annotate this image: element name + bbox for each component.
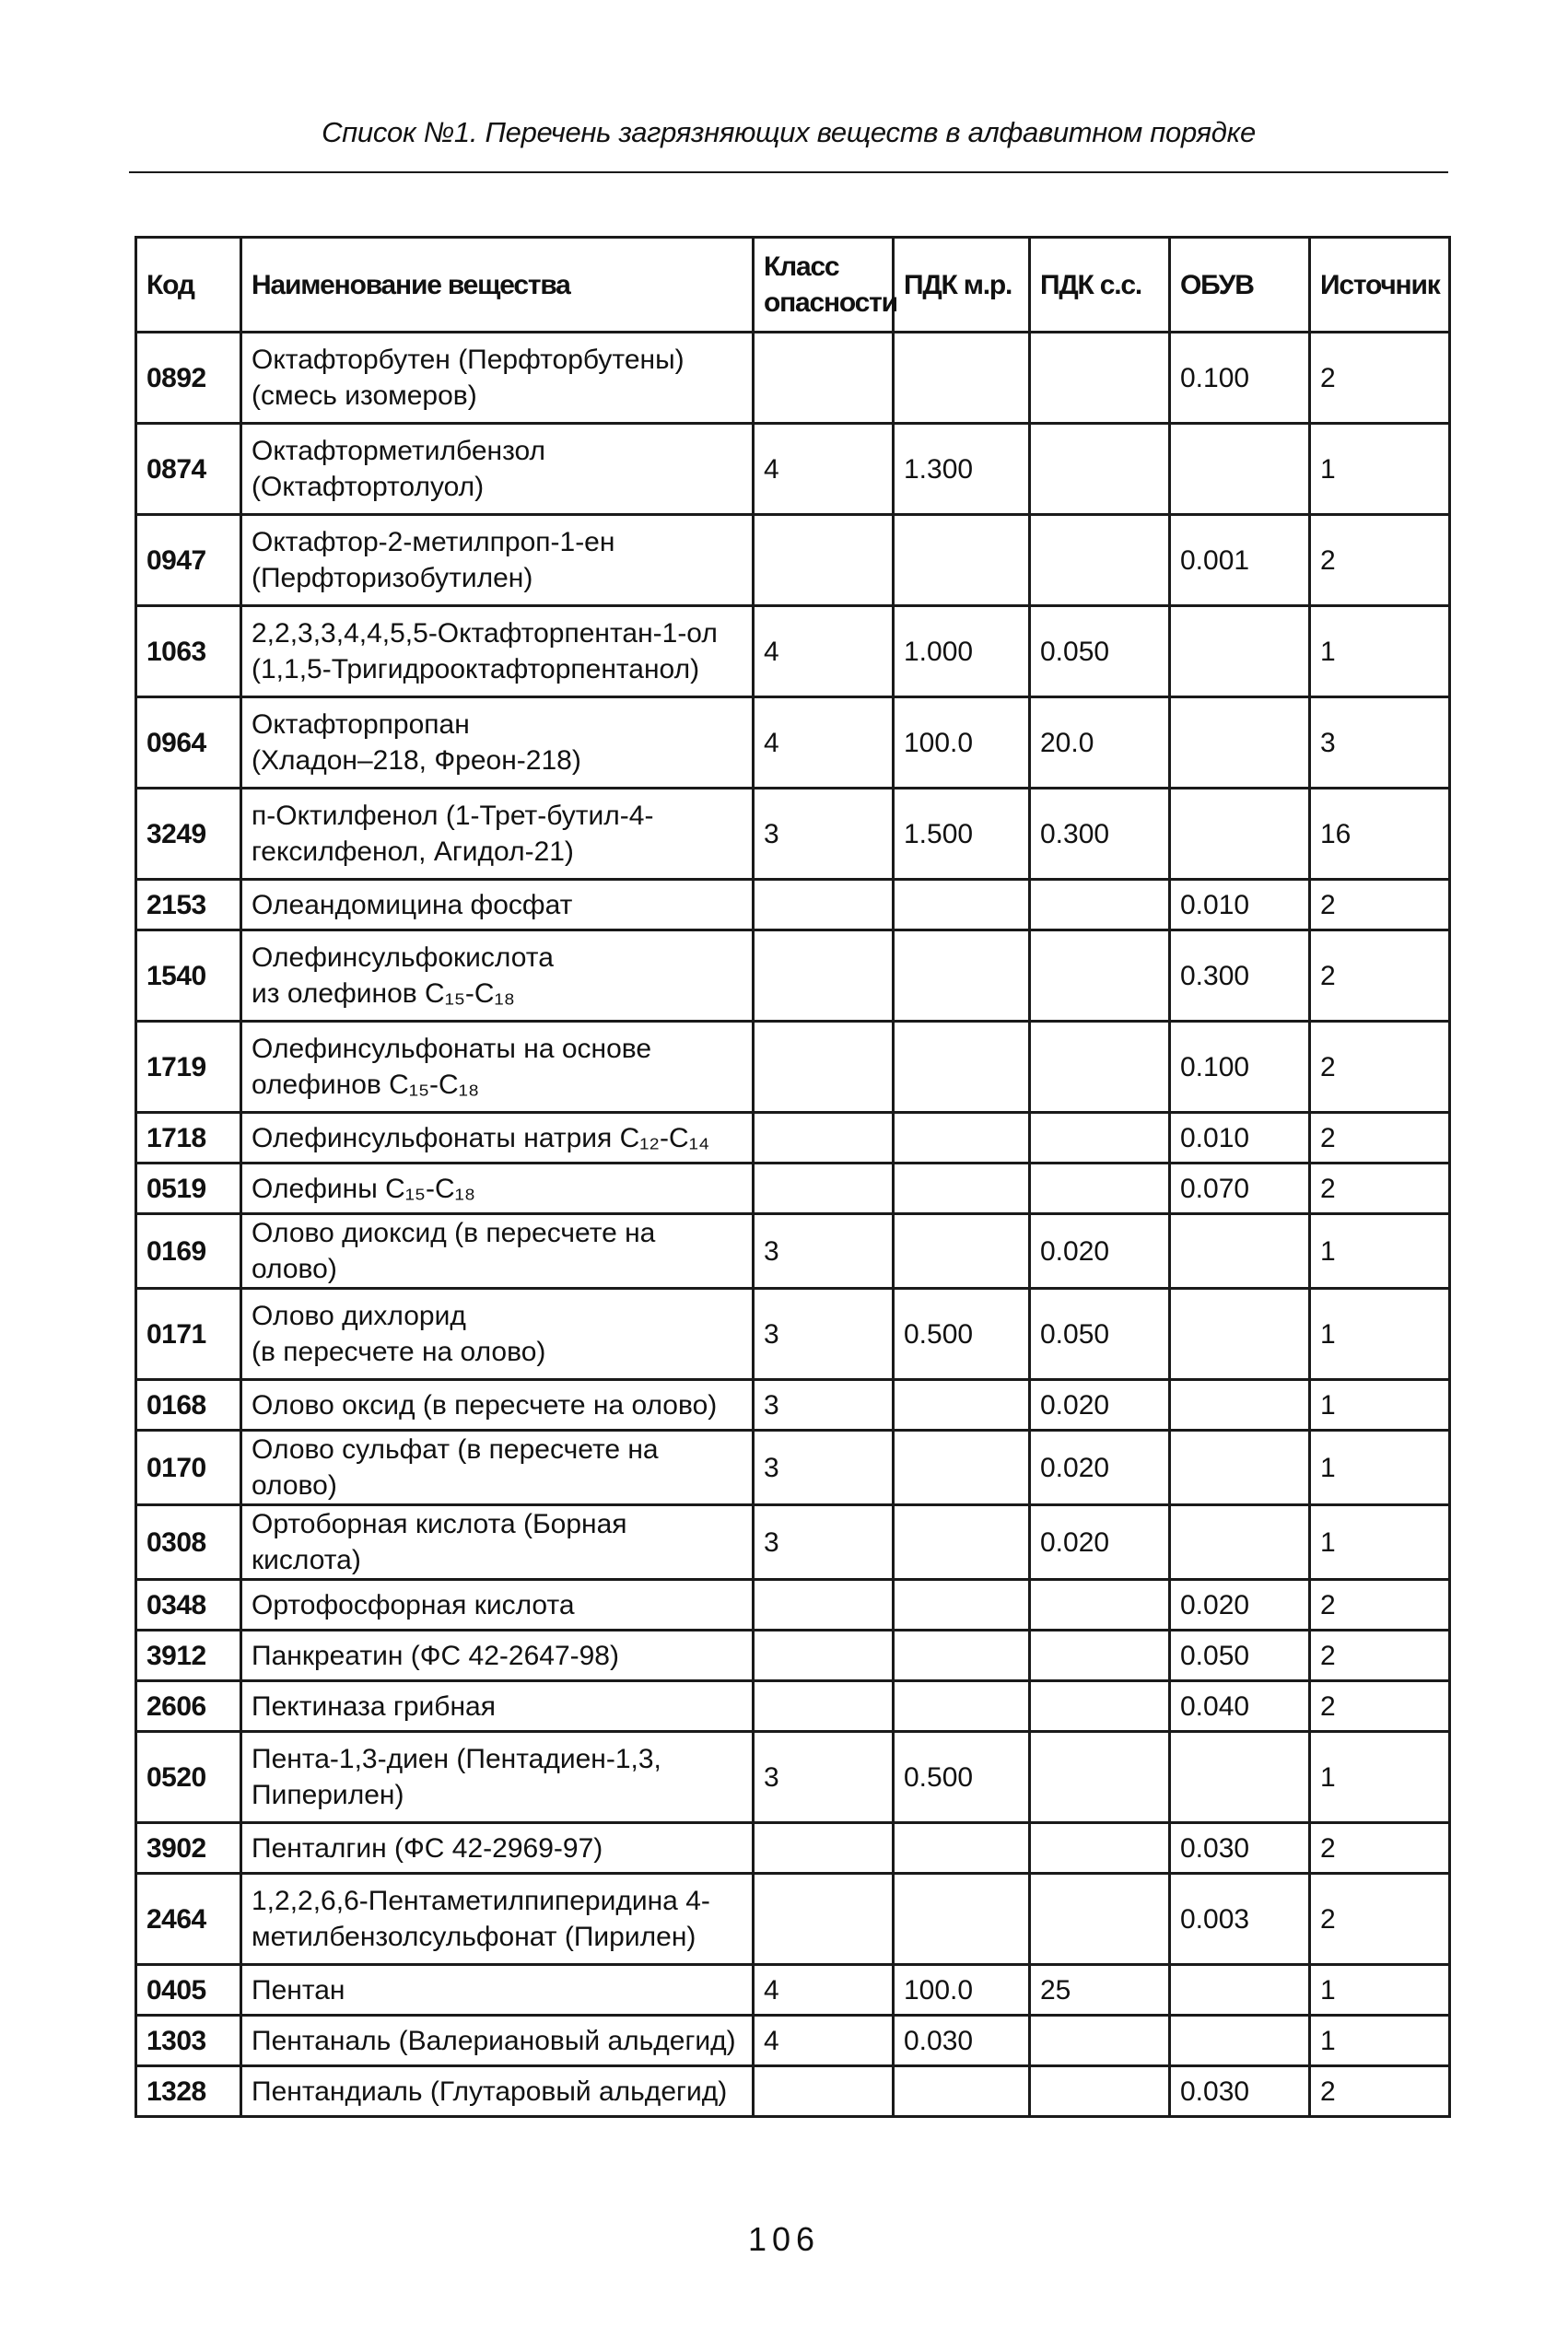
- cell-source: 1: [1310, 1732, 1450, 1823]
- substance-name-line: (Хладон–218, Фреон-218): [252, 745, 581, 776]
- substance-name-line: Пенталгин (ФС 42-2969-97): [252, 1832, 603, 1864]
- column-header-hazard-class: [754, 238, 897, 333]
- cell-hazard-class: [754, 2066, 894, 2117]
- cell-obuv: [1170, 1214, 1310, 1289]
- cell-pdk-ss: [1030, 1732, 1170, 1823]
- cell-pdk-mr: [894, 1164, 1030, 1214]
- substance-name-line: Олово дихлорид: [252, 1301, 466, 1331]
- table-row: [136, 789, 1450, 880]
- table-row: [136, 1431, 1450, 1505]
- cell-name: [241, 930, 754, 1022]
- cell-hazard-class: 3: [754, 1380, 894, 1431]
- cell-obuv: 0.010: [1170, 880, 1310, 930]
- table-row: [136, 2016, 1450, 2066]
- cell-hazard-class: [754, 1113, 894, 1164]
- substance-name-line: Пентаналь (Валериановый альдегид): [252, 2025, 736, 2056]
- table-row: [136, 1505, 1450, 1580]
- cell-code: 0874: [136, 424, 241, 515]
- cell-obuv: 0.100: [1170, 1022, 1310, 1113]
- cell-pdk-mr: [894, 333, 1030, 424]
- cell-obuv: [1170, 1380, 1310, 1431]
- cell-pdk-ss: 0.020: [1030, 1505, 1170, 1580]
- cell-code: 1303: [136, 2016, 241, 2066]
- cell-name: [241, 1113, 754, 1164]
- table-row: [136, 333, 1450, 424]
- cell-source: 3: [1310, 697, 1450, 789]
- cell-name: [241, 1022, 754, 1113]
- cell-hazard-class: [754, 333, 894, 424]
- cell-code: 3902: [136, 1823, 241, 1874]
- substance-name-line: п-Октилфенол (1-Трет-бутил-4-: [252, 801, 654, 831]
- cell-name: [241, 697, 754, 789]
- cell-pdk-ss: [1030, 1022, 1170, 1113]
- cell-pdk-ss: 0.020: [1030, 1380, 1170, 1431]
- cell-obuv: [1170, 424, 1310, 515]
- cell-obuv: 0.020: [1170, 1580, 1310, 1631]
- substance-name-line: Олово оксид (в пересчете на олово): [252, 1389, 718, 1421]
- cell-obuv: 0.003: [1170, 1874, 1310, 1965]
- substance-name-line: (1,1,5-Тригидрооктафторпентанол): [252, 654, 700, 684]
- cell-name: [241, 1214, 754, 1289]
- cell-hazard-class: 3: [754, 789, 894, 880]
- table-row: [136, 1164, 1450, 1214]
- cell-name: [241, 1380, 754, 1431]
- cell-pdk-mr: [894, 1380, 1030, 1431]
- cell-hazard-class: 3: [754, 1505, 894, 1580]
- table-row: [136, 1823, 1450, 1874]
- substance-name-line: Октафторметилбензол: [252, 436, 546, 466]
- table-row: [136, 515, 1450, 606]
- cell-pdk-ss: [1030, 1631, 1170, 1681]
- cell-pdk-ss: 0.020: [1030, 1214, 1170, 1289]
- cell-obuv: [1170, 606, 1310, 697]
- cell-name: [241, 1874, 754, 1965]
- cell-pdk-mr: [894, 2066, 1030, 2117]
- substance-name-line: Октафторпропан: [252, 709, 470, 740]
- substance-name-line: Пектиназа грибная: [252, 1690, 496, 1722]
- substance-name-line: (в пересчете на олово): [252, 1337, 546, 1367]
- cell-name: [241, 1505, 754, 1580]
- column-header-code: Код: [136, 238, 241, 333]
- cell-code: 2606: [136, 1681, 241, 1732]
- cell-obuv: [1170, 2016, 1310, 2066]
- cell-obuv: 0.010: [1170, 1113, 1310, 1164]
- header-rule: [129, 171, 1448, 173]
- cell-code: 1328: [136, 2066, 241, 2117]
- cell-name: [241, 880, 754, 930]
- table-row: [136, 606, 1450, 697]
- substance-name-line: Олово сульфат (в пересчете на олово): [252, 1434, 659, 1501]
- cell-pdk-ss: [1030, 1164, 1170, 1214]
- cell-obuv: 0.070: [1170, 1164, 1310, 1214]
- cell-source: 2: [1310, 1164, 1450, 1214]
- substance-name-line: 2,2,3,3,4,4,5,5-Октафторпентан-1-ол: [252, 618, 718, 649]
- substance-name-line: (Перфторизобутилен): [252, 563, 533, 593]
- column-header-source: Источник: [1310, 238, 1450, 333]
- substance-name-line: Октафторбутен (Перфторбутены): [252, 345, 685, 375]
- cell-pdk-mr: [894, 515, 1030, 606]
- table-row: [136, 424, 1450, 515]
- cell-code: 0892: [136, 333, 241, 424]
- running-header: Список №1. Перечень загрязняющих веществ в алфавитном порядке: [322, 116, 1256, 148]
- cell-obuv: 0.030: [1170, 1823, 1310, 1874]
- cell-source: 2: [1310, 1113, 1450, 1164]
- cell-pdk-mr: [894, 1505, 1030, 1580]
- column-header-pdk-ss: ПДК с.с.: [1030, 238, 1170, 333]
- cell-code: 0964: [136, 697, 241, 789]
- table-body: [136, 333, 1450, 2117]
- cell-pdk-mr: [894, 880, 1030, 930]
- cell-hazard-class: [754, 1874, 894, 1965]
- substance-name-line: Пентандиаль (Глутаровый альдегид): [252, 2076, 728, 2107]
- cell-pdk-ss: [1030, 424, 1170, 515]
- cell-name: [241, 2066, 754, 2117]
- table-row: [136, 1681, 1450, 1732]
- substance-name-line: метилбензолсульфонат (Пирилен): [252, 1922, 696, 1952]
- cell-source: 1: [1310, 606, 1450, 697]
- cell-obuv: [1170, 1965, 1310, 2016]
- cell-pdk-mr: [894, 1431, 1030, 1505]
- cell-pdk-mr: 0.500: [894, 1289, 1030, 1380]
- cell-name: [241, 1965, 754, 2016]
- cell-pdk-mr: 100.0: [894, 1965, 1030, 2016]
- substance-name-line: Пиперилен): [252, 1780, 404, 1810]
- cell-code: 0170: [136, 1431, 241, 1505]
- cell-pdk-mr: [894, 1681, 1030, 1732]
- cell-obuv: 0.050: [1170, 1631, 1310, 1681]
- cell-obuv: [1170, 1289, 1310, 1380]
- cell-hazard-class: [754, 1022, 894, 1113]
- cell-code: 0168: [136, 1380, 241, 1431]
- column-header-pdk-mr: ПДК м.р.: [894, 238, 1030, 333]
- cell-hazard-class: 4: [754, 424, 894, 515]
- cell-name: [241, 1631, 754, 1681]
- cell-pdk-ss: [1030, 1113, 1170, 1164]
- cell-source: 2: [1310, 1874, 1450, 1965]
- table-row: [136, 1580, 1450, 1631]
- cell-pdk-mr: [894, 1113, 1030, 1164]
- cell-source: 1: [1310, 424, 1450, 515]
- cell-name: [241, 1681, 754, 1732]
- cell-code: 0405: [136, 1965, 241, 2016]
- column-header-hazard-class-line1: Класс: [764, 251, 839, 282]
- cell-obuv: 0.001: [1170, 515, 1310, 606]
- column-header-hazard-class-line2: опасности: [764, 287, 897, 318]
- cell-pdk-ss: [1030, 1823, 1170, 1874]
- cell-source: 2: [1310, 1823, 1450, 1874]
- cell-pdk-mr: 100.0: [894, 697, 1030, 789]
- cell-hazard-class: 4: [754, 1965, 894, 2016]
- cell-pdk-ss: [1030, 1580, 1170, 1631]
- cell-source: 1: [1310, 2016, 1450, 2066]
- cell-pdk-mr: 1.000: [894, 606, 1030, 697]
- cell-hazard-class: 3: [754, 1732, 894, 1823]
- cell-pdk-ss: 0.300: [1030, 789, 1170, 880]
- cell-hazard-class: [754, 1580, 894, 1631]
- substance-name-line: Ортоборная кислота (Борная кислота): [252, 1509, 627, 1575]
- cell-code: 0308: [136, 1505, 241, 1580]
- cell-pdk-ss: [1030, 515, 1170, 606]
- substance-name-line: Октафтор-2-метилпроп-1-ен: [252, 527, 615, 557]
- cell-source: 1: [1310, 1505, 1450, 1580]
- table-row: [136, 930, 1450, 1022]
- cell-pdk-mr: [894, 1214, 1030, 1289]
- cell-name: [241, 1732, 754, 1823]
- cell-source: 2: [1310, 2066, 1450, 2117]
- cell-obuv: [1170, 1505, 1310, 1580]
- cell-name: [241, 424, 754, 515]
- cell-pdk-ss: [1030, 1874, 1170, 1965]
- table-row: [136, 1732, 1450, 1823]
- table-row: [136, 1214, 1450, 1289]
- cell-hazard-class: 3: [754, 1289, 894, 1380]
- substance-name-line: Олефины C₁₅-C₁₈: [252, 1173, 476, 1204]
- cell-code: 3912: [136, 1631, 241, 1681]
- table-row: [136, 697, 1450, 789]
- cell-hazard-class: 3: [754, 1214, 894, 1289]
- cell-obuv: [1170, 1431, 1310, 1505]
- substance-name-line: Олефинсульфонаты на основе: [252, 1034, 652, 1064]
- cell-source: 2: [1310, 1631, 1450, 1681]
- cell-pdk-ss: 20.0: [1030, 697, 1170, 789]
- cell-obuv: [1170, 1732, 1310, 1823]
- table-row: [136, 880, 1450, 930]
- cell-name: [241, 1823, 754, 1874]
- cell-pdk-mr: 0.030: [894, 2016, 1030, 2066]
- substances-table: [135, 236, 1451, 2118]
- substance-name-line: из олефинов C₁₅-C₁₈: [252, 978, 516, 1009]
- cell-pdk-mr: [894, 1022, 1030, 1113]
- substance-name-line: Олефинсульфокислота: [252, 942, 554, 973]
- cell-pdk-mr: [894, 1874, 1030, 1965]
- cell-hazard-class: 4: [754, 2016, 894, 2066]
- cell-name: [241, 333, 754, 424]
- cell-hazard-class: 4: [754, 697, 894, 789]
- cell-pdk-ss: [1030, 1681, 1170, 1732]
- substance-name-line: Олеандомицина фосфат: [252, 889, 573, 920]
- cell-hazard-class: [754, 1823, 894, 1874]
- cell-code: 1063: [136, 606, 241, 697]
- table-row: [136, 1289, 1450, 1380]
- cell-code: 0947: [136, 515, 241, 606]
- cell-pdk-ss: [1030, 333, 1170, 424]
- cell-code: 1718: [136, 1113, 241, 1164]
- cell-obuv: 0.100: [1170, 333, 1310, 424]
- cell-code: 2464: [136, 1874, 241, 1965]
- substance-name-line: олефинов C₁₅-C₁₈: [252, 1070, 480, 1100]
- cell-hazard-class: 3: [754, 1431, 894, 1505]
- cell-pdk-ss: 0.050: [1030, 1289, 1170, 1380]
- cell-pdk-mr: [894, 1823, 1030, 1874]
- cell-pdk-mr: [894, 1580, 1030, 1631]
- substance-name-line: Панкреатин (ФС 42-2647-98): [252, 1640, 619, 1671]
- cell-name: [241, 1289, 754, 1380]
- cell-name: [241, 1164, 754, 1214]
- substance-name-line: Пента-1,3-диен (Пентадиен-1,3,: [252, 1744, 661, 1774]
- table-row: [136, 1380, 1450, 1431]
- cell-source: 1: [1310, 1431, 1450, 1505]
- cell-obuv: [1170, 789, 1310, 880]
- table-row: [136, 1113, 1450, 1164]
- cell-hazard-class: [754, 1681, 894, 1732]
- column-header-name: Наименование вещества: [241, 238, 754, 333]
- cell-source: 2: [1310, 1580, 1450, 1631]
- cell-obuv: 0.040: [1170, 1681, 1310, 1732]
- cell-code: 2153: [136, 880, 241, 930]
- cell-pdk-ss: 0.020: [1030, 1431, 1170, 1505]
- cell-code: 3249: [136, 789, 241, 880]
- substance-name-line: гексилфенол, Агидол-21): [252, 836, 574, 867]
- cell-pdk-ss: 0.050: [1030, 606, 1170, 697]
- cell-name: [241, 515, 754, 606]
- cell-hazard-class: [754, 880, 894, 930]
- cell-hazard-class: [754, 1631, 894, 1681]
- cell-name: [241, 789, 754, 880]
- cell-source: 2: [1310, 333, 1450, 424]
- substance-name-line: Пентан: [252, 1974, 345, 2006]
- cell-obuv: 0.030: [1170, 2066, 1310, 2117]
- table-row: [136, 1022, 1450, 1113]
- substance-name-line: Олефинсульфонаты натрия C₁₂-C₁₄: [252, 1122, 710, 1153]
- substance-name-line: (Октафтортолуол): [252, 472, 485, 502]
- cell-pdk-mr: 0.500: [894, 1732, 1030, 1823]
- cell-hazard-class: [754, 1164, 894, 1214]
- substance-name-line: Ортофосфорная кислота: [252, 1589, 575, 1620]
- table-header-row: [136, 238, 1450, 333]
- column-header-obuv: ОБУВ: [1170, 238, 1310, 333]
- cell-source: 1: [1310, 1965, 1450, 2016]
- table-row: [136, 1631, 1450, 1681]
- cell-name: [241, 1580, 754, 1631]
- cell-code: 0520: [136, 1732, 241, 1823]
- cell-pdk-mr: 1.500: [894, 789, 1030, 880]
- table-row: [136, 1874, 1450, 1965]
- cell-source: 1: [1310, 1214, 1450, 1289]
- cell-source: 2: [1310, 880, 1450, 930]
- substance-name-line: (смесь изомеров): [252, 380, 477, 411]
- cell-pdk-ss: [1030, 880, 1170, 930]
- cell-code: 1719: [136, 1022, 241, 1113]
- cell-source: 1: [1310, 1380, 1450, 1431]
- cell-pdk-ss: [1030, 930, 1170, 1022]
- cell-code: 0348: [136, 1580, 241, 1631]
- cell-hazard-class: 4: [754, 606, 894, 697]
- cell-name: [241, 2016, 754, 2066]
- cell-pdk-ss: [1030, 2016, 1170, 2066]
- page-number: 106: [747, 2220, 821, 2258]
- cell-obuv: 0.300: [1170, 930, 1310, 1022]
- cell-hazard-class: [754, 515, 894, 606]
- cell-source: 2: [1310, 1681, 1450, 1732]
- substance-name-line: 1,2,2,6,6-Пентаметилпиперидина 4-: [252, 1886, 710, 1916]
- cell-code: 0169: [136, 1214, 241, 1289]
- cell-pdk-ss: [1030, 2066, 1170, 2117]
- cell-pdk-mr: [894, 930, 1030, 1022]
- cell-name: [241, 606, 754, 697]
- cell-code: 0519: [136, 1164, 241, 1214]
- cell-source: 2: [1310, 930, 1450, 1022]
- table-row: [136, 2066, 1450, 2117]
- cell-source: 2: [1310, 1022, 1450, 1113]
- cell-source: 1: [1310, 1289, 1450, 1380]
- cell-obuv: [1170, 697, 1310, 789]
- cell-source: 16: [1310, 789, 1450, 880]
- cell-hazard-class: [754, 930, 894, 1022]
- substance-name-line: Олово диоксид (в пересчете на олово): [252, 1218, 656, 1284]
- cell-pdk-mr: 1.300: [894, 424, 1030, 515]
- cell-name: [241, 1431, 754, 1505]
- cell-source: 2: [1310, 515, 1450, 606]
- cell-pdk-ss: 25: [1030, 1965, 1170, 2016]
- cell-code: 1540: [136, 930, 241, 1022]
- cell-code: 0171: [136, 1289, 241, 1380]
- cell-pdk-mr: [894, 1631, 1030, 1681]
- table-row: [136, 1965, 1450, 2016]
